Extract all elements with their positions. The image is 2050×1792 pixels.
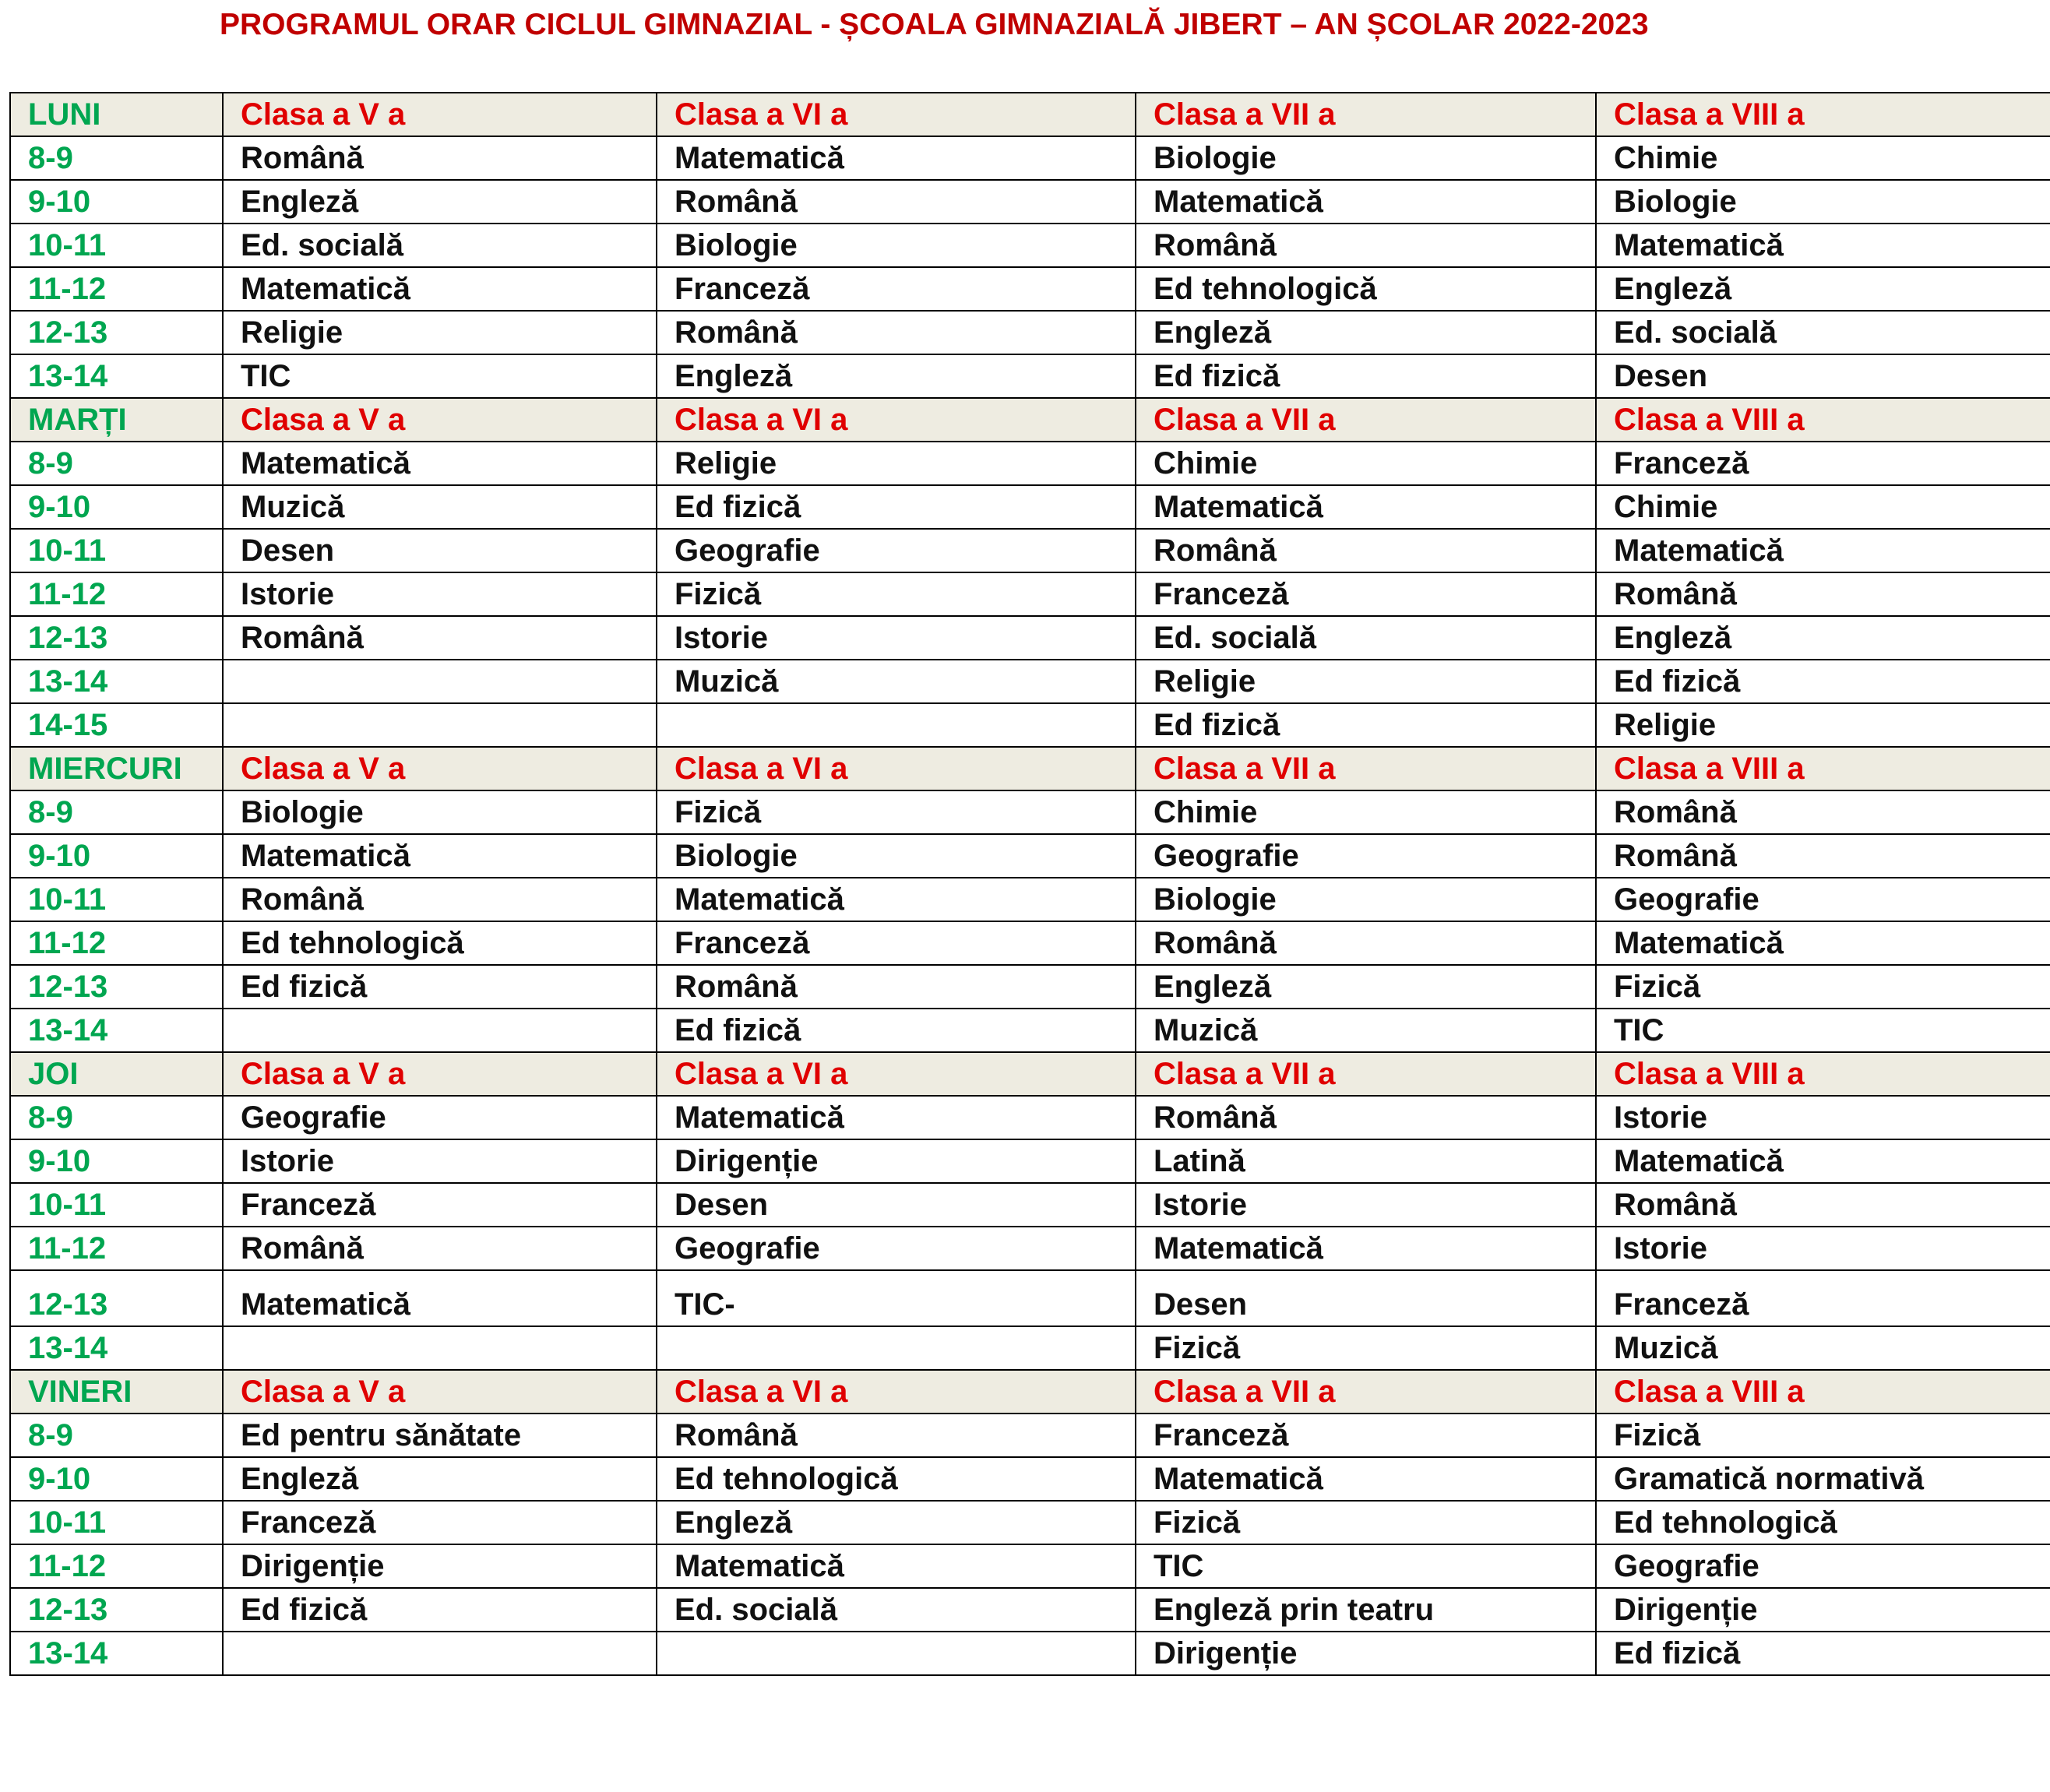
time-slot: 8-9: [10, 136, 223, 180]
time-slot: 11-12: [10, 1544, 223, 1588]
time-slot: 11-12: [10, 267, 223, 311]
time-slot: 10-11: [10, 224, 223, 267]
subject-cell: Franceză: [1596, 1270, 2050, 1326]
table-row: [10, 660, 2050, 703]
class-header: Clasa a VI a: [657, 747, 1136, 790]
subject-cell: Istorie: [1136, 1183, 1596, 1227]
subject-cell: Matematică: [1596, 921, 2050, 965]
subject-cell: Ed fizică: [657, 1009, 1136, 1052]
subject-cell: Engleză: [657, 354, 1136, 398]
subject-cell: Română: [223, 878, 657, 921]
table-row: [10, 790, 2050, 834]
time-slot: 10-11: [10, 1501, 223, 1544]
day-label: MIERCURI: [10, 747, 223, 790]
time-slot: 13-14: [10, 354, 223, 398]
subject-cell: TIC: [1596, 1009, 2050, 1052]
subject-cell: Ed. socială: [1596, 311, 2050, 354]
class-header: Clasa a VII a: [1136, 1370, 1596, 1414]
table-row: [10, 1227, 2050, 1270]
subject-cell: Matematică: [657, 136, 1136, 180]
subject-cell: Matematică: [1136, 485, 1596, 529]
table-row: [10, 311, 2050, 354]
day-label: JOI: [10, 1052, 223, 1096]
table-row: [10, 921, 2050, 965]
class-header: Clasa a VII a: [1136, 398, 1596, 442]
table-row: [10, 267, 2050, 311]
subject-cell: Ed fizică: [1136, 354, 1596, 398]
subject-cell: Engleză: [223, 1457, 657, 1501]
table-row: [10, 1544, 2050, 1588]
subject-cell: Ed. socială: [1136, 616, 1596, 660]
subject-cell: Dirigenție: [657, 1139, 1136, 1183]
subject-cell: [223, 703, 657, 747]
subject-cell: Engleză: [1596, 616, 2050, 660]
table-row: [10, 965, 2050, 1009]
subject-cell: Fizică: [1136, 1501, 1596, 1544]
subject-cell: Muzică: [223, 485, 657, 529]
subject-cell: Ed fizică: [223, 965, 657, 1009]
table-row: [10, 485, 2050, 529]
subject-cell: Istorie: [223, 572, 657, 616]
subject-cell: Română: [657, 180, 1136, 224]
day-header-row-joi: [10, 1052, 2050, 1096]
table-row: [10, 1270, 2050, 1326]
subject-cell: Religie: [657, 442, 1136, 485]
subject-cell: Engleză: [1136, 965, 1596, 1009]
subject-cell: Engleză: [1136, 311, 1596, 354]
subject-cell: Dirigenție: [1136, 1632, 1596, 1675]
subject-cell: Chimie: [1596, 136, 2050, 180]
class-header: Clasa a VII a: [1136, 747, 1596, 790]
day-label: MARȚI: [10, 398, 223, 442]
subject-cell: Dirigenție: [223, 1544, 657, 1588]
time-slot: 13-14: [10, 1632, 223, 1675]
table-row: [10, 616, 2050, 660]
subject-cell: Română: [1136, 529, 1596, 572]
subject-cell: Română: [223, 1227, 657, 1270]
table-row: [10, 834, 2050, 878]
table-row: [10, 878, 2050, 921]
subject-cell: TIC-: [657, 1270, 1136, 1326]
subject-cell: Desen: [1136, 1270, 1596, 1326]
table-row: [10, 1588, 2050, 1632]
subject-cell: Desen: [1596, 354, 2050, 398]
table-row: [10, 1501, 2050, 1544]
class-header: Clasa a VI a: [657, 1052, 1136, 1096]
table-row: [10, 180, 2050, 224]
subject-cell: Engleză: [223, 180, 657, 224]
class-header: Clasa a V a: [223, 1370, 657, 1414]
subject-cell: Ed fizică: [223, 1588, 657, 1632]
subject-cell: Matematică: [1596, 1139, 2050, 1183]
subject-cell: Franceză: [1596, 442, 2050, 485]
time-slot: 9-10: [10, 1457, 223, 1501]
subject-cell: Istorie: [657, 616, 1136, 660]
subject-cell: Matematică: [1136, 1457, 1596, 1501]
subject-cell: Ed pentru sănătate: [223, 1414, 657, 1457]
table-row: [10, 1183, 2050, 1227]
subject-cell: Fizică: [1136, 1326, 1596, 1370]
subject-cell: Biologie: [1136, 878, 1596, 921]
subject-cell: Matematică: [223, 442, 657, 485]
subject-cell: Muzică: [657, 660, 1136, 703]
subject-cell: Desen: [657, 1183, 1136, 1227]
class-header: Clasa a VII a: [1136, 1052, 1596, 1096]
subject-cell: Ed fizică: [1596, 660, 2050, 703]
subject-cell: Chimie: [1596, 485, 2050, 529]
table-row: [10, 1326, 2050, 1370]
subject-cell: Matematică: [1596, 529, 2050, 572]
time-slot: 8-9: [10, 1414, 223, 1457]
day-label: LUNI: [10, 93, 223, 136]
subject-cell: Română: [1596, 1183, 2050, 1227]
day-header-row-vineri: [10, 1370, 2050, 1414]
subject-cell: Geografie: [1136, 834, 1596, 878]
time-slot: 8-9: [10, 1096, 223, 1139]
time-slot: 10-11: [10, 878, 223, 921]
class-header: Clasa a V a: [223, 1052, 657, 1096]
table-row: [10, 442, 2050, 485]
page-title: PROGRAMUL ORAR CICLUL GIMNAZIAL - ȘCOALA GIMNAZIALĂ JIBERT – AN ȘCOLAR 2022-2023: [220, 8, 1649, 41]
subject-cell: Matematică: [657, 1096, 1136, 1139]
subject-cell: Ed fizică: [657, 485, 1136, 529]
time-slot: 12-13: [10, 311, 223, 354]
time-slot: 13-14: [10, 1009, 223, 1052]
class-header: Clasa a V a: [223, 747, 657, 790]
time-slot: 9-10: [10, 1139, 223, 1183]
subject-cell: [223, 1632, 657, 1675]
subject-cell: Ed tehnologică: [1136, 267, 1596, 311]
time-slot: 12-13: [10, 1270, 223, 1326]
table-row: [10, 529, 2050, 572]
subject-cell: Franceză: [1136, 1414, 1596, 1457]
class-header: Clasa a VII a: [1136, 93, 1596, 136]
subject-cell: Istorie: [1596, 1227, 2050, 1270]
subject-cell: Biologie: [657, 834, 1136, 878]
subject-cell: Engleză prin teatru: [1136, 1588, 1596, 1632]
time-slot: 9-10: [10, 180, 223, 224]
subject-cell: Română: [1136, 921, 1596, 965]
subject-cell: Română: [657, 1414, 1136, 1457]
subject-cell: Română: [1596, 572, 2050, 616]
table-row: [10, 1009, 2050, 1052]
time-slot: 9-10: [10, 834, 223, 878]
subject-cell: Franceză: [223, 1183, 657, 1227]
subject-cell: Desen: [223, 529, 657, 572]
subject-cell: Biologie: [1136, 136, 1596, 180]
subject-cell: [223, 1009, 657, 1052]
subject-cell: Geografie: [657, 1227, 1136, 1270]
subject-cell: Geografie: [1596, 878, 2050, 921]
class-header: Clasa a VIII a: [1596, 1370, 2050, 1414]
class-header: Clasa a VI a: [657, 93, 1136, 136]
time-slot: 12-13: [10, 1588, 223, 1632]
subject-cell: Chimie: [1136, 790, 1596, 834]
subject-cell: Franceză: [657, 267, 1136, 311]
subject-cell: Matematică: [1136, 180, 1596, 224]
time-slot: 11-12: [10, 921, 223, 965]
time-slot: 14-15: [10, 703, 223, 747]
subject-cell: Matematică: [1596, 224, 2050, 267]
subject-cell: Biologie: [657, 224, 1136, 267]
subject-cell: Matematică: [1136, 1227, 1596, 1270]
subject-cell: Fizică: [1596, 965, 2050, 1009]
day-label: VINERI: [10, 1370, 223, 1414]
subject-cell: TIC: [1136, 1544, 1596, 1588]
subject-cell: Ed tehnologică: [223, 921, 657, 965]
time-slot: 10-11: [10, 1183, 223, 1227]
table-row: [10, 703, 2050, 747]
subject-cell: Franceză: [223, 1501, 657, 1544]
time-slot: 11-12: [10, 1227, 223, 1270]
class-header: Clasa a VIII a: [1596, 398, 2050, 442]
subject-cell: Geografie: [1596, 1544, 2050, 1588]
table-row: [10, 1632, 2050, 1675]
class-header: Clasa a VIII a: [1596, 747, 2050, 790]
table-row: [10, 136, 2050, 180]
subject-cell: Franceză: [657, 921, 1136, 965]
subject-cell: Engleză: [657, 1501, 1136, 1544]
subject-cell: Română: [223, 616, 657, 660]
subject-cell: Istorie: [223, 1139, 657, 1183]
table-row: [10, 354, 2050, 398]
subject-cell: Matematică: [223, 267, 657, 311]
table-row: [10, 1139, 2050, 1183]
class-header: Clasa a VI a: [657, 398, 1136, 442]
subject-cell: Matematică: [223, 1270, 657, 1326]
subject-cell: Matematică: [223, 834, 657, 878]
table-row: [10, 1414, 2050, 1457]
subject-cell: Ed tehnologică: [657, 1457, 1136, 1501]
subject-cell: [223, 1326, 657, 1370]
subject-cell: Română: [223, 136, 657, 180]
time-slot: 12-13: [10, 616, 223, 660]
subject-cell: Matematică: [657, 878, 1136, 921]
subject-cell: Geografie: [657, 529, 1136, 572]
timetable: [9, 92, 2050, 1676]
subject-cell: Română: [1596, 834, 2050, 878]
table-row: [10, 572, 2050, 616]
subject-cell: Ed tehnologică: [1596, 1501, 2050, 1544]
time-slot: 9-10: [10, 485, 223, 529]
day-header-row-luni: [10, 93, 2050, 136]
class-header: Clasa a V a: [223, 93, 657, 136]
subject-cell: Latină: [1136, 1139, 1596, 1183]
subject-cell: Ed. socială: [657, 1588, 1136, 1632]
subject-cell: Geografie: [223, 1096, 657, 1139]
time-slot: 13-14: [10, 1326, 223, 1370]
subject-cell: [657, 1632, 1136, 1675]
subject-cell: Biologie: [1596, 180, 2050, 224]
subject-cell: Ed fizică: [1136, 703, 1596, 747]
subject-cell: Română: [1596, 790, 2050, 834]
subject-cell: Română: [657, 965, 1136, 1009]
subject-cell: Fizică: [657, 790, 1136, 834]
subject-cell: Engleză: [1596, 267, 2050, 311]
table-row: [10, 1096, 2050, 1139]
class-header: Clasa a V a: [223, 398, 657, 442]
time-slot: 8-9: [10, 790, 223, 834]
subject-cell: Română: [1136, 1096, 1596, 1139]
subject-cell: Română: [1136, 224, 1596, 267]
subject-cell: Matematică: [657, 1544, 1136, 1588]
subject-cell: Ed fizică: [1596, 1632, 2050, 1675]
subject-cell: Ed. socială: [223, 224, 657, 267]
subject-cell: Fizică: [1596, 1414, 2050, 1457]
subject-cell: [223, 660, 657, 703]
subject-cell: Muzică: [1596, 1326, 2050, 1370]
subject-cell: Biologie: [223, 790, 657, 834]
day-header-row-miercuri: [10, 747, 2050, 790]
time-slot: 10-11: [10, 529, 223, 572]
subject-cell: Istorie: [1596, 1096, 2050, 1139]
table-row: [10, 1457, 2050, 1501]
time-slot: 8-9: [10, 442, 223, 485]
subject-cell: Muzică: [1136, 1009, 1596, 1052]
time-slot: 12-13: [10, 965, 223, 1009]
table-row: [10, 224, 2050, 267]
class-header: Clasa a VI a: [657, 1370, 1136, 1414]
subject-cell: Chimie: [1136, 442, 1596, 485]
subject-cell: Fizică: [657, 572, 1136, 616]
subject-cell: Franceză: [1136, 572, 1596, 616]
day-header-row-mari: [10, 398, 2050, 442]
subject-cell: Gramatică normativă: [1596, 1457, 2050, 1501]
subject-cell: Religie: [223, 311, 657, 354]
time-slot: 11-12: [10, 572, 223, 616]
subject-cell: Dirigenție: [1596, 1588, 2050, 1632]
subject-cell: [657, 1326, 1136, 1370]
subject-cell: Religie: [1136, 660, 1596, 703]
subject-cell: [657, 703, 1136, 747]
class-header: Clasa a VIII a: [1596, 1052, 2050, 1096]
class-header: Clasa a VIII a: [1596, 93, 2050, 136]
subject-cell: Română: [657, 311, 1136, 354]
time-slot: 13-14: [10, 660, 223, 703]
subject-cell: TIC: [223, 354, 657, 398]
subject-cell: Religie: [1596, 703, 2050, 747]
